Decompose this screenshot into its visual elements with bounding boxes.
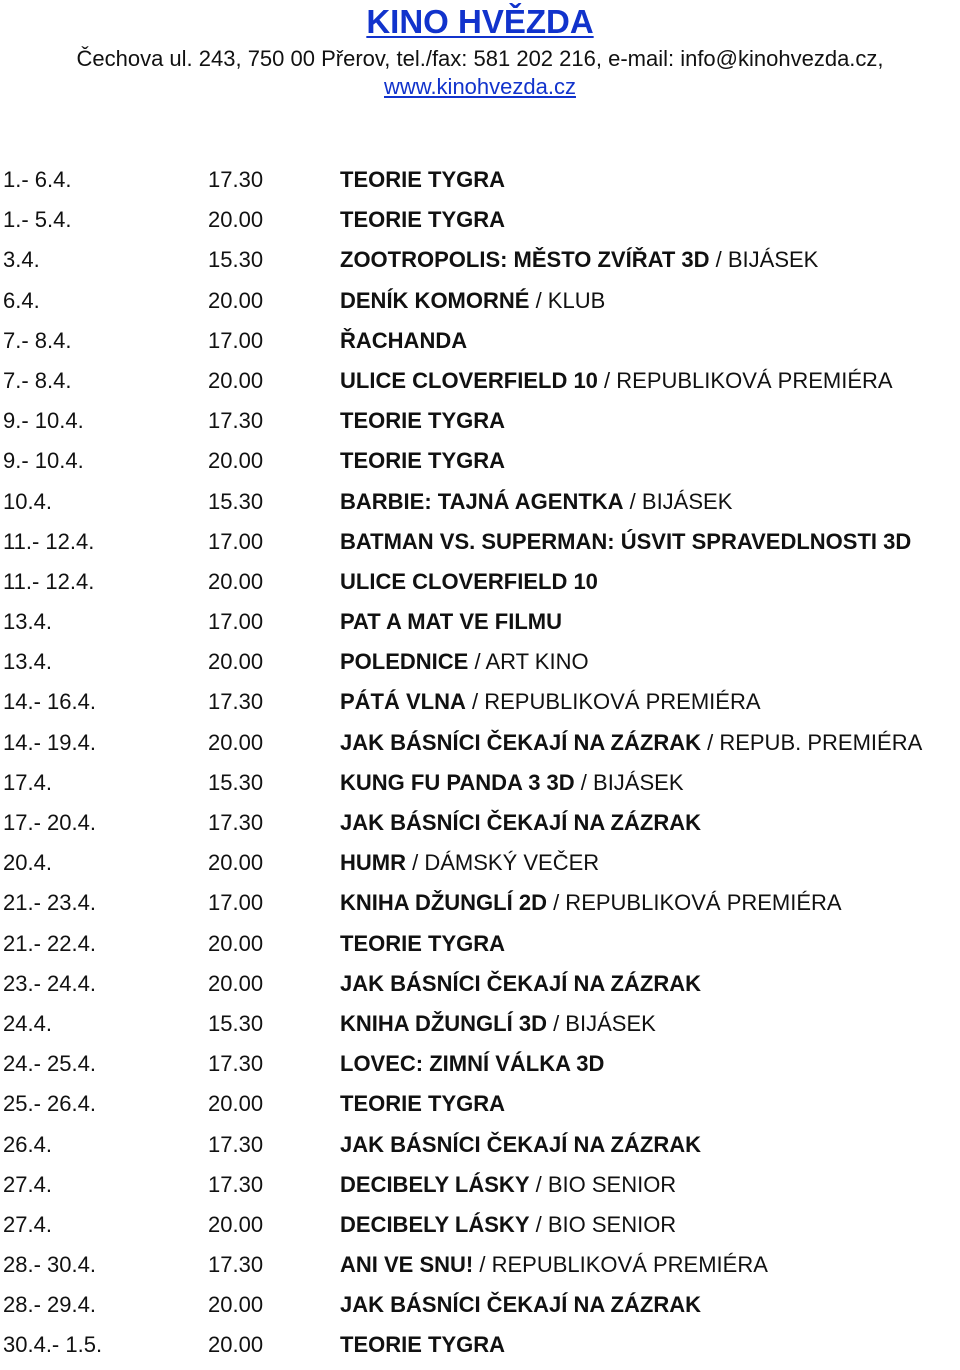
- screening-time: 20.00: [208, 367, 264, 393]
- film-title: JAK BÁSNÍCI ČEKAJÍ NA ZÁZRAK: [340, 1131, 701, 1157]
- film-category: / BIJÁSEK: [546, 1010, 656, 1036]
- screening-time: 20.00: [208, 287, 264, 313]
- screening-date: 26.4.: [3, 1131, 52, 1157]
- screening-time: 17.00: [208, 890, 264, 916]
- schedule-row: [0, 365, 960, 405]
- screening-film: [340, 566, 598, 598]
- screening-film: [340, 365, 893, 397]
- screening-date: 10.4.: [3, 488, 52, 514]
- schedule-row: [0, 1289, 960, 1329]
- film-category: / ART KINO: [468, 649, 589, 675]
- screening-date: 23.- 24.4.: [3, 970, 96, 996]
- screening-film: [340, 1209, 676, 1241]
- film-title: HUMR: [340, 850, 406, 876]
- screening-film: [340, 204, 505, 236]
- screening-time: 20.00: [208, 568, 264, 594]
- film-title: DECIBELY LÁSKY: [340, 1211, 530, 1237]
- cinema-address: Čechova ul. 243, 750 00 Přerov, tel./fax: 581 202 216, e-mail: info@kinohvezda.cz,: [76, 46, 884, 71]
- screening-date: 9.- 10.4.: [3, 408, 84, 434]
- screening-film: [340, 445, 505, 477]
- schedule-row: [0, 887, 960, 927]
- schedule-row: [0, 847, 960, 887]
- schedule-row: [0, 244, 960, 284]
- film-title: KUNG FU PANDA 3 3D: [340, 769, 575, 795]
- film-title: DENÍK KOMORNÉ: [340, 287, 530, 313]
- schedule-row: [0, 1169, 960, 1209]
- schedule-row: [0, 445, 960, 485]
- screening-time: 17.00: [208, 528, 264, 554]
- schedule-row: [0, 606, 960, 646]
- screening-film: [340, 968, 701, 1000]
- film-category: / BIO SENIOR: [529, 1211, 677, 1237]
- film-title: JAK BÁSNÍCI ČEKAJÍ NA ZÁZRAK: [340, 810, 701, 835]
- schedule-row: [0, 968, 960, 1008]
- film-category: / DÁMSKÝ VEČER: [406, 850, 600, 876]
- film-title: POLEDNICE: [340, 649, 469, 675]
- screening-time: 15.30: [208, 1010, 264, 1036]
- screening-time: 17.00: [208, 327, 264, 353]
- schedule-row: [0, 928, 960, 968]
- screening-time: 17.30: [208, 408, 264, 434]
- film-title: TEORIE TYGRA: [340, 1091, 506, 1117]
- screening-date: 6.4.: [3, 287, 40, 313]
- schedule-row: [0, 1329, 960, 1369]
- cinema-title: KINO HVĚZDA: [366, 3, 594, 40]
- screening-film: [340, 1129, 701, 1161]
- film-category: / REPUBLIKOVÁ PREMIÉRA: [597, 367, 893, 393]
- film-title: LOVEC: ZIMNÍ VÁLKA 3D: [340, 1051, 605, 1077]
- screening-film: [340, 1169, 676, 1201]
- schedule-row: [0, 566, 960, 606]
- screening-time: 15.30: [208, 769, 264, 795]
- schedule-row: [0, 1088, 960, 1128]
- screening-film: [340, 244, 818, 276]
- screening-film: [340, 1008, 656, 1040]
- screening-film: [340, 928, 505, 960]
- screening-time: 15.30: [208, 247, 264, 273]
- screening-film: [340, 847, 599, 879]
- film-category: / REPUBLIKOVÁ PREMIÉRA: [546, 890, 842, 916]
- film-title: DECIBELY LÁSKY: [340, 1171, 530, 1197]
- screening-film: [340, 325, 467, 357]
- screening-film: [340, 727, 922, 759]
- screening-date: 30.4.- 1.5.: [3, 1332, 103, 1358]
- schedule-row: [0, 486, 960, 526]
- screening-film: [340, 1329, 505, 1361]
- screening-film: [340, 686, 761, 718]
- screening-film: [340, 1249, 768, 1281]
- screening-time: 17.30: [208, 1131, 264, 1157]
- screening-date: 13.4.: [3, 649, 52, 675]
- screening-time: 17.30: [208, 1171, 264, 1197]
- screening-date: 27.4.: [3, 1211, 52, 1237]
- film-title: BARBIE: TAJNÁ AGENTKA: [340, 488, 624, 514]
- film-category: / BIO SENIOR: [529, 1171, 677, 1197]
- schedule-row: [0, 1249, 960, 1289]
- film-title: ZOOTROPOLIS: MĚSTO ZVÍŘAT 3D: [340, 247, 710, 273]
- film-title: BATMAN VS. SUPERMAN: ÚSVIT SPRAVEDLNOSTI 3D: [340, 528, 912, 554]
- screening-date: 17.4.: [3, 769, 52, 795]
- screening-time: 17.30: [208, 689, 264, 715]
- schedule-row: [0, 1129, 960, 1169]
- screening-date: 27.4.: [3, 1171, 52, 1197]
- screening-date: 11.- 12.4.: [3, 528, 95, 554]
- screening-date: 7.- 8.4.: [3, 367, 72, 393]
- screening-time: 20.00: [208, 649, 264, 675]
- screening-date: 14.- 19.4.: [3, 729, 96, 755]
- schedule-row: [0, 1048, 960, 1088]
- screening-time: 17.30: [208, 1051, 264, 1077]
- screening-date: 21.- 23.4.: [3, 890, 96, 916]
- screening-date: 3.4.: [3, 247, 40, 273]
- screening-schedule: [0, 164, 960, 1370]
- screening-film: [340, 1048, 604, 1080]
- film-category: / REPUBLIKOVÁ PREMIÉRA: [473, 1252, 768, 1278]
- screening-date: 13.4.: [3, 609, 52, 635]
- screening-date: 28.- 29.4.: [3, 1292, 96, 1318]
- schedule-row: [0, 646, 960, 686]
- film-title: PAT A MAT VE FILMU: [340, 609, 563, 635]
- screening-date: 17.- 20.4.: [3, 810, 96, 835]
- schedule-row: [0, 1008, 960, 1048]
- film-title: ULICE CLOVERFIELD 10: [340, 568, 598, 594]
- schedule-row: [0, 727, 960, 767]
- film-title: PÁTÁ VLNA: [340, 689, 466, 715]
- screening-film: [340, 1289, 701, 1321]
- film-title: ULICE CLOVERFIELD 10: [340, 367, 598, 393]
- film-title: KNIHA DŽUNGLÍ 2D: [340, 890, 547, 916]
- screening-time: 20.00: [208, 850, 264, 876]
- film-title: TEORIE TYGRA: [340, 207, 506, 233]
- screening-date: 9.- 10.4.: [3, 448, 84, 474]
- screening-date: 14.- 16.4.: [3, 689, 96, 715]
- screening-time: 20.00: [208, 930, 264, 956]
- screening-film: [340, 405, 505, 437]
- schedule-row: [0, 204, 960, 244]
- schedule-row: [0, 767, 960, 807]
- screening-date: 1.- 5.4.: [3, 207, 72, 233]
- screening-time: 20.00: [208, 970, 264, 996]
- screening-film: [340, 646, 589, 678]
- screening-film: [340, 606, 562, 638]
- film-category: / REPUBLIKOVÁ PREMIÉRA: [465, 689, 761, 715]
- screening-film: [340, 887, 842, 919]
- screening-time: 17.30: [208, 1252, 264, 1278]
- screening-film: [340, 767, 684, 799]
- schedule-row: [0, 164, 960, 204]
- screening-date: 25.- 26.4.: [3, 1091, 96, 1117]
- screening-date: 7.- 8.4.: [3, 327, 72, 353]
- screening-film: [340, 1088, 505, 1120]
- film-title: JAK BÁSNÍCI ČEKAJÍ NA ZÁZRAK: [340, 1292, 701, 1318]
- screening-time: 20.00: [208, 1211, 264, 1237]
- screening-time: 20.00: [208, 1292, 264, 1318]
- film-category: / KLUB: [529, 287, 606, 313]
- screening-time: 20.00: [208, 1091, 264, 1117]
- screening-time: 17.00: [208, 609, 264, 635]
- film-title: ANI VE SNU!: [340, 1252, 474, 1278]
- schedule-row: [0, 405, 960, 445]
- schedule-row: [0, 1209, 960, 1249]
- screening-time: 17.30: [208, 810, 264, 835]
- screening-date: 20.4.: [3, 850, 52, 876]
- film-category: / BIJÁSEK: [623, 488, 733, 514]
- film-title: JAK BÁSNÍCI ČEKAJÍ NA ZÁZRAK: [340, 729, 701, 755]
- screening-film: [340, 486, 732, 518]
- film-category: / BIJÁSEK: [574, 769, 684, 795]
- cinema-website-link[interactable]: www.kinohvezda.cz: [384, 74, 576, 99]
- screening-film: [340, 164, 505, 196]
- screening-date: 24.4.: [3, 1010, 52, 1036]
- schedule-row: [0, 807, 960, 847]
- film-title: ŘACHANDA: [340, 327, 468, 353]
- schedule-row: [0, 325, 960, 365]
- screening-film: [340, 285, 605, 317]
- film-category: / BIJÁSEK: [709, 247, 819, 273]
- screening-time: 20.00: [208, 729, 264, 755]
- screening-time: 20.00: [208, 207, 264, 233]
- film-title: TEORIE TYGRA: [340, 930, 506, 956]
- film-title: KNIHA DŽUNGLÍ 3D: [340, 1010, 547, 1036]
- film-title: TEORIE TYGRA: [340, 1332, 506, 1358]
- film-category: / REPUB. PREMIÉRA: [700, 729, 923, 755]
- screening-date: 28.- 30.4.: [3, 1252, 96, 1278]
- screening-time: 20.00: [208, 1332, 264, 1358]
- screening-date: 11.- 12.4.: [3, 568, 95, 594]
- film-title: TEORIE TYGRA: [340, 408, 506, 434]
- screening-time: 17.30: [208, 167, 264, 192]
- screening-date: 1.- 6.4.: [3, 167, 72, 192]
- schedule-row: [0, 526, 960, 566]
- screening-time: 20.00: [208, 448, 264, 474]
- screening-film: [340, 807, 701, 839]
- screening-date: 21.- 22.4.: [3, 930, 96, 956]
- schedule-row: [0, 686, 960, 726]
- schedule-row: [0, 285, 960, 325]
- film-title: TEORIE TYGRA: [340, 448, 506, 474]
- screening-date: 24.- 25.4.: [3, 1051, 96, 1077]
- screening-time: 15.30: [208, 488, 264, 514]
- film-title: TEORIE TYGRA: [340, 167, 506, 192]
- screening-film: [340, 526, 911, 558]
- film-title: JAK BÁSNÍCI ČEKAJÍ NA ZÁZRAK: [340, 970, 701, 996]
